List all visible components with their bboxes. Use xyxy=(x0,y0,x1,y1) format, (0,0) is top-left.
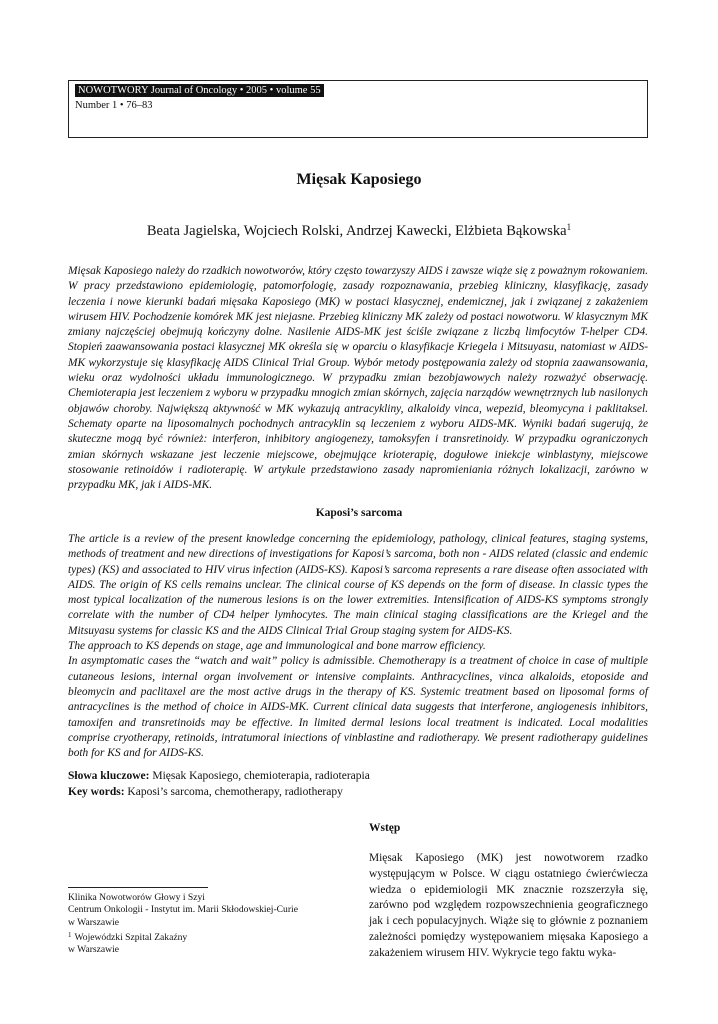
abstract-polish: Mięsak Kaposiego należy do rzadkich nowotworów, który często towarzyszy AIDS i zawsze wiąże się z poważnym rokowaniem. W pracy przedstawiono epidemiologię, patomorfologię, zasady rozpoznawania, przebieg kliniczny, klasyfikację, zasady leczenia i nowe kierunki badań mięsaka Kaposiego (MK) w postaci klasycznej, endemicznej, jak i związanej z zakażeniem wirusem HIV. Pochodzenie komórek MK jest niejasne. Przebieg kliniczny MK zależy od postaci nowotworu. W klasycznym MK zmiany najczęściej obejmują kończyny dolne. Nasilenie AIDS-MK jest ściśle związane z liczbą limfocytów T-helper CD4. Stopień zaawansowania postaci klasycznej MK określa się w oparciu o klasyfikacje Kriegela i Mitsuyasu, natomiast w AIDS-MK wykorzystuje się klasyfikację AIDS Clinical Trial Group. Wybór metody postępowania zależy od stopnia zaawansowania, wieku oraz wydolności układu immunologicznego. W przypadku zmian bezobjawowych należy rozważyć obserwację. Chemioterapia jest leczeniem z wyboru w przypadku mnogich zmian skórnych, zajęcia narządów wewnętrznych lub nasilonych objawów choroby. Największą aktywność w MK wykazują antracykliny, alkaloidy vinca, wepezid, bleomycyna i paklitaksel. Schematy oparte na liposomalnych pochodnych antracyklin są leczeniem z wyboru AIDS-MK. Wyniki badań sugerują, że skuteczne mogą być również: interferon, inhibitory angiogenezy, tamoksyfen i transretinoidy. W przypadku ograniczonych zmian skórnych wskazane jest leczenie miejscowe, obejmujące krioterapię, dogułowe iniekcje winblastyny, miejscowe stosowanie retinoidów i radioterapię. W artykule przedstawiono zasady napromieniania różnych lokalizacji, zarówno w przypadku MK, jak i AIDS-MK. xyxy=(68,265,648,492)
keywords-block xyxy=(68,768,648,800)
footnote-line: Klinika Nowotworów Głowy i Szyi xyxy=(68,892,205,903)
journal-name: NOWOTWORY Journal of Oncology • 2005 • volume 55 xyxy=(75,84,324,97)
abstract-english-paragraph: The article is a review of the present knowledge concerning the epidemiology, pathology, clinical features, staging systems, methods of treatment and new directions of investigations for Kaposi’s sarcoma, both non - AIDS related (classic and endemic types) (KS) and associated to HIV virus infection (AIDS-KS). Kaposi’s sarcoma represents a rare disease often associated with AIDS. The origin of KS cells remains unclear. The clinical course of KS depends on the form of disease. In classic types the most typical localization of the numerous lesions is on the lower extremities. Intensification of AIDS-KS symptoms strongly correlate with the number of CD4 helper lymhocytes. The main clinical staging classifications are the Kriegel and the Mitsuyasu systems for classic KS and the AIDS Clinical Trial Group staging system for AIDS-KS. xyxy=(68,533,648,637)
footnote-line: Centrum Onkologii - Instytut im. Marii Skłodowskiej-Curie xyxy=(68,904,298,916)
abstract-english-title: Kaposi’s sarcoma xyxy=(315,507,403,519)
footnote-line: w Warszawie xyxy=(68,916,119,928)
keywords-polish xyxy=(68,768,648,784)
author-names: Beata Jagielska, Wojciech Rolski, Andrzej Kawecki, Elżbieta Bąkowska xyxy=(146,223,567,239)
author-affiliation-mark: 1 xyxy=(566,222,572,232)
issue-pages: Number 1 • 76–83 xyxy=(75,100,153,111)
footnote-divider xyxy=(68,887,208,888)
abstract-english xyxy=(68,532,648,761)
keywords-english-label: Key words: xyxy=(68,786,125,798)
keywords-polish-label: Słowa kluczowe: xyxy=(68,770,150,782)
introduction-text: Mięsak Kaposiego (MK) jest nowotworem rzadko występującym w Polsce. W ciągu ostatniego ćwierćwiecza wiedza o epidemiologii MK znacznie rozszerzyła się, zarówno pod względem rozpowszechnienia geograficznego jak i cech populacyjnych. Wiąże się to głównie z poznaniem zależności pomiędzy występowaniem mięsaka Kaposiego a zakażeniem wirusem HIV. Wykrycie tego faktu wyka- xyxy=(369,852,648,959)
footnote-mark: 1 xyxy=(68,930,72,939)
footnote-line: w Warszawie xyxy=(68,944,119,956)
footnote-line: $^1$ Wojewódzki Szpital Zakaźny xyxy=(68,930,188,943)
keywords-polish-value: Mięsak Kaposiego, chemioterapia, radioterapia xyxy=(149,770,370,782)
abstract-english-paragraph: The approach to KS depends on stage, age and immunological and bone marrow efficiency. xyxy=(68,640,486,653)
keywords-english xyxy=(68,784,648,800)
keywords-english-value: Kaposi’s sarcoma, chemotherapy, radiotherapy xyxy=(124,786,343,798)
section-heading-introduction: Wstęp xyxy=(369,822,401,834)
author-list xyxy=(0,217,718,241)
affiliation-footnotes xyxy=(68,892,338,956)
journal-header-box xyxy=(68,80,648,138)
article-title: Mięsak Kaposiego xyxy=(296,171,422,188)
abstract-english-paragraph: In asymptomatic cases the “watch and wait” policy is admissible. Chemotherapy is a treatment of choice in case of multiple cutaneous lesions, internal organ involvement or intensive complaints. Anthracyclines, vinca alkaloids, etoposide and bleomycin and paclitaxel are the most active drugs in the therapy of KS. Systemic treatment based on liposomal forms of antracyclines is the method of choice in AIDS-MK. Current clinical data suggests that interferone, angiogenesis inhibitors, tamoxifen and transretinoids may be effective. In limited dermal lesions local treatment is indicated. Local modalities comprise cryotherapy, retinoids, intratumoral iniections of vinblastine and radiotherapy. We present radiotherapy guidelines both for KS and for AIDS-KS. xyxy=(68,655,648,760)
